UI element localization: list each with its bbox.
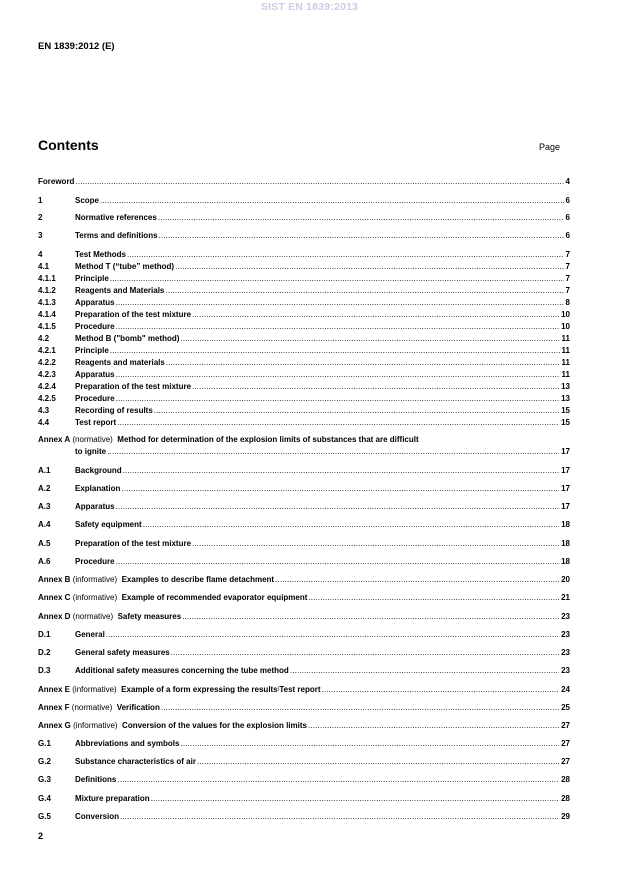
- toc-entry[interactable]: [38, 538, 570, 549]
- toc-entry-page: 15: [561, 418, 570, 427]
- toc-entry-page: 18: [561, 520, 570, 529]
- annex-classification: (normative): [72, 612, 114, 621]
- toc-entry-title: Apparatus: [75, 298, 115, 307]
- toc-entry[interactable]: [38, 417, 570, 428]
- toc-entry-title: Explanation: [75, 484, 121, 493]
- toc-entry-number: D.1: [38, 630, 51, 639]
- toc-entry-number: 4.4: [38, 418, 50, 427]
- toc-entry-title: Reagents and Materials: [75, 286, 165, 295]
- toc-entry-title: Apparatus: [75, 370, 115, 379]
- toc-entry-title: Method B ("bomb" method): [75, 334, 180, 343]
- toc-entry[interactable]: [38, 297, 570, 308]
- dot-leader: [158, 212, 564, 223]
- toc-entry-title: Test report: [75, 418, 117, 427]
- toc-entry-page: 28: [561, 775, 570, 784]
- toc-entry-page: 17: [561, 502, 570, 511]
- toc-entry-title: Conversion of the values for the explosion limits: [122, 721, 307, 730]
- toc-entry-page: 13: [561, 382, 570, 391]
- toc-entry[interactable]: [38, 261, 570, 272]
- dot-leader: [106, 629, 559, 640]
- toc-entry-number: G.3: [38, 775, 51, 784]
- toc-entry-title: Additional safety measures concerning the tube method: [75, 666, 289, 675]
- toc-entry[interactable]: [38, 665, 570, 676]
- toc-entry-title: Verification: [116, 703, 160, 712]
- dot-leader: [290, 665, 559, 676]
- toc-entry-number: G.4: [38, 794, 51, 803]
- toc-entry-page: 7: [565, 286, 570, 295]
- toc-entry-number: 4.1.1: [38, 274, 56, 283]
- toc-entry-number: A.5: [38, 539, 51, 548]
- toc-entry-page: 23: [561, 666, 570, 675]
- contents-heading: Contents: [38, 137, 99, 153]
- toc-entry-number: A.6: [38, 557, 51, 566]
- toc-entry[interactable]: [38, 273, 570, 284]
- toc-entry-number: 2: [38, 213, 43, 222]
- dot-leader: [123, 465, 559, 476]
- toc-entry-page: 24: [561, 685, 570, 694]
- toc-entry-title: Safety measures: [117, 612, 182, 621]
- dot-leader: [127, 249, 564, 260]
- toc-entry-title: Preparation of the test mixture: [75, 539, 192, 548]
- toc-entry[interactable]: [38, 738, 570, 749]
- dot-leader: [171, 647, 559, 658]
- toc-entry-number: 4.1.3: [38, 298, 56, 307]
- toc-entry-title: Reagents and materials: [75, 358, 165, 367]
- toc-entry-page: 4: [565, 177, 570, 186]
- dot-leader: [116, 369, 560, 380]
- toc-entry[interactable]: [38, 249, 570, 260]
- toc-entry-page: 11: [561, 370, 570, 379]
- toc-entry-title: Abbreviations and symbols: [75, 739, 180, 748]
- annex-label: Annex B: [38, 575, 71, 584]
- toc-entry-title-continued: to ignite: [75, 447, 107, 456]
- toc-entry-page: 21: [561, 593, 570, 602]
- toc-entry-page: 18: [561, 539, 570, 548]
- dot-leader: [154, 405, 559, 416]
- toc-entry[interactable]: [38, 405, 570, 416]
- toc-entry-page: 27: [561, 757, 570, 766]
- dot-leader: [151, 793, 559, 804]
- toc-entry[interactable]: [38, 519, 570, 530]
- toc-entry-title: Method T (“tube” method): [75, 262, 175, 271]
- dot-leader: [110, 345, 560, 356]
- dot-leader: [116, 556, 560, 567]
- toc-entry-annex-b[interactable]: [38, 574, 570, 585]
- page-number: 2: [38, 831, 44, 841]
- toc-entry[interactable]: [38, 230, 570, 241]
- toc-entry-page: 25: [561, 703, 570, 712]
- toc-entry-title: Method for determination of the explosion limits of substances that are difficult: [117, 435, 419, 444]
- toc-entry-page: 7: [565, 250, 570, 259]
- toc-entry-page: 6: [565, 231, 570, 240]
- dot-leader: [197, 756, 559, 767]
- toc-entry[interactable]: [38, 793, 570, 804]
- toc-entry[interactable]: [38, 811, 570, 822]
- annex-classification: (informative): [73, 721, 118, 730]
- toc-entry-page: 8: [565, 298, 570, 307]
- toc-entry-number: 4.1.2: [38, 286, 56, 295]
- toc-entry-page: 20: [561, 575, 570, 584]
- watermark: SIST EN 1839:2013: [260, 1, 359, 13]
- toc-entry-page: 28: [561, 794, 570, 803]
- toc-entry[interactable]: [38, 501, 570, 512]
- toc-entry-page: 6: [565, 213, 570, 222]
- toc-entry-title: Safety equipment: [75, 520, 142, 529]
- toc-entry-number: 4.2.4: [38, 382, 56, 391]
- toc-entry-title: Preparation of the test mixture: [75, 382, 192, 391]
- toc-entry-number: 1: [38, 196, 43, 205]
- toc-entry[interactable]: [38, 756, 570, 767]
- toc-entry-number: D.3: [38, 666, 51, 675]
- toc-entry-number: 4.2: [38, 334, 50, 343]
- dot-leader: [182, 611, 559, 622]
- annex-label: Annex F: [38, 703, 70, 712]
- toc-entry-number: 4.3: [38, 406, 50, 415]
- toc-entry[interactable]: [38, 465, 570, 476]
- toc-entry[interactable]: [38, 774, 570, 785]
- toc-entry-number: 3: [38, 231, 43, 240]
- toc-entry[interactable]: [38, 212, 570, 223]
- toc-entry-page: 7: [565, 262, 570, 271]
- toc-entry-title: Terms and definitions: [75, 231, 158, 240]
- dot-leader: [117, 417, 559, 428]
- dot-leader: [116, 321, 560, 332]
- dot-leader: [308, 720, 559, 731]
- toc-entry-page: 10: [561, 310, 570, 319]
- toc-entry-page: 10: [561, 322, 570, 331]
- toc-entry-page: 23: [561, 648, 570, 657]
- toc-entry-number: 4.2.1: [38, 346, 56, 355]
- toc-entry-title: Preparation of the test mixture: [75, 310, 192, 319]
- toc-entry-page: 7: [565, 274, 570, 283]
- toc-entry[interactable]: [38, 309, 570, 320]
- toc-entry[interactable]: [38, 647, 570, 658]
- toc-entry-number: G.1: [38, 739, 51, 748]
- toc-entry-title: Procedure: [75, 557, 115, 566]
- toc-entry-title: General safety measures: [75, 648, 170, 657]
- toc-entry-number: D.2: [38, 648, 51, 657]
- toc-entry-page: 17: [561, 466, 570, 475]
- toc-entry-annex-d[interactable]: [38, 611, 570, 622]
- toc-entry-title: Conversion: [75, 812, 120, 821]
- dot-leader: [107, 446, 559, 457]
- dot-leader: [117, 774, 559, 785]
- toc-entry-title: Substance characteristics of air: [75, 757, 196, 766]
- toc-entry-title: Procedure: [75, 322, 115, 331]
- toc-entry-page: 23: [561, 612, 570, 621]
- toc-entry-annex-a[interactable]: [38, 434, 570, 445]
- dot-leader: [192, 309, 559, 320]
- dot-leader: [308, 592, 559, 603]
- toc-entry[interactable]: [38, 381, 570, 392]
- toc-entry[interactable]: [38, 483, 570, 494]
- toc-entry-page: 15: [561, 406, 570, 415]
- toc-entry[interactable]: [38, 321, 570, 332]
- toc-entry[interactable]: [38, 333, 570, 344]
- toc-entry-page: 23: [561, 630, 570, 639]
- toc-entry-page: 18: [561, 557, 570, 566]
- toc-entry-title: General: [75, 630, 105, 639]
- toc-entry-page: 11: [561, 358, 570, 367]
- toc-entry-number: 4.1.5: [38, 322, 56, 331]
- toc-entry-number: A.3: [38, 502, 51, 511]
- toc-entry-page: 27: [561, 739, 570, 748]
- dot-leader: [322, 684, 560, 695]
- toc-entry[interactable]: [38, 393, 570, 404]
- toc-entry[interactable]: [38, 195, 570, 206]
- toc-entry-annex-c[interactable]: [38, 592, 570, 603]
- toc-entry-annex-a-continued[interactable]: [38, 446, 570, 457]
- dot-leader: [100, 195, 564, 206]
- toc-entry-title: Definitions: [75, 775, 117, 784]
- toc-entry-page: 17: [561, 447, 570, 456]
- footnote-marker: ): [277, 686, 280, 692]
- toc-entry-title: Procedure: [75, 394, 115, 403]
- toc-entry-page: 13: [561, 394, 570, 403]
- annex-label: Annex A: [38, 435, 71, 444]
- dot-leader: [166, 357, 560, 368]
- toc-entry-number: A.1: [38, 466, 51, 475]
- dot-leader: [116, 297, 564, 308]
- toc-entry-number: 4.1.4: [38, 310, 56, 319]
- toc-entry-title: Example of recommended evaporator equipment: [121, 593, 308, 602]
- dot-leader: [143, 519, 559, 530]
- annex-classification: (normative): [71, 703, 113, 712]
- dot-leader: [275, 574, 559, 585]
- toc-entry[interactable]: [38, 556, 570, 567]
- annex-label: Annex G: [38, 721, 71, 730]
- toc-entry-title: Foreword: [38, 177, 75, 186]
- toc-entry[interactable]: [38, 369, 570, 380]
- toc-entry-annex-g[interactable]: [38, 720, 570, 731]
- dot-leader: [192, 538, 559, 549]
- toc-entry[interactable]: [38, 285, 570, 296]
- dot-leader: [159, 230, 564, 241]
- toc-entry-title: Principle: [75, 346, 109, 355]
- toc-entry[interactable]: [38, 629, 570, 640]
- dot-leader: [192, 381, 559, 392]
- annex-classification: (informative): [72, 685, 117, 694]
- toc-entry-page: 11: [561, 346, 570, 355]
- toc-entry-number: 4.2.5: [38, 394, 56, 403]
- toc-entry[interactable]: [38, 357, 570, 368]
- annex-label: Annex E: [38, 685, 71, 694]
- dot-leader: [120, 811, 559, 822]
- annex-classification: (informative): [72, 593, 118, 602]
- dot-leader: [175, 261, 563, 272]
- toc-entry-title: Example of a form expressing the results: [121, 685, 278, 694]
- table-of-contents: [38, 0, 570, 877]
- toc-entry-page: 29: [561, 812, 570, 821]
- toc-entry-number: 4.2.2: [38, 358, 56, 367]
- toc-entry-title: Principle: [75, 274, 109, 283]
- annex-label: Annex C: [38, 593, 71, 602]
- toc-entry-page: 11: [561, 334, 570, 343]
- annex-label: Annex D: [38, 612, 71, 621]
- toc-entry-title: Test Methods: [75, 250, 126, 259]
- toc-entry-number: G.2: [38, 757, 51, 766]
- toc-entry-title: Background: [75, 466, 122, 475]
- toc-entry-page: 17: [561, 484, 570, 493]
- toc-entry-title: Mixture preparation: [75, 794, 150, 803]
- toc-entry[interactable]: [38, 345, 570, 356]
- document-id: EN 1839:2012 (E): [38, 41, 115, 52]
- dot-leader: [110, 273, 564, 284]
- annex-classification: (normative): [72, 435, 113, 444]
- toc-entry-foreword[interactable]: [38, 176, 570, 187]
- toc-entry-number: 4.2.3: [38, 370, 56, 379]
- dot-leader: [180, 333, 559, 344]
- annex-classification: (informative): [72, 575, 118, 584]
- dot-leader: [180, 738, 559, 749]
- toc-entry-title: Normative references: [75, 213, 157, 222]
- toc-entry-annex-f[interactable]: [38, 702, 570, 713]
- dot-leader: [116, 393, 560, 404]
- toc-entry-number: A.2: [38, 484, 51, 493]
- toc-entry-page: 27: [561, 721, 570, 730]
- toc-entry-title: Examples to describe flame detachment: [121, 575, 275, 584]
- toc-entry-title: Apparatus: [75, 502, 115, 511]
- toc-entry-number: A.4: [38, 520, 51, 529]
- page-column-heading: Page: [539, 142, 561, 152]
- toc-entry-title-suffix: Test report: [279, 685, 321, 694]
- toc-entry-number: G.5: [38, 812, 51, 821]
- toc-entry-annex-e[interactable]: [38, 684, 570, 695]
- dot-leader: [161, 702, 559, 713]
- dot-leader: [165, 285, 563, 296]
- toc-entry-title: Scope: [75, 196, 100, 205]
- dot-leader: [75, 176, 563, 187]
- dot-leader: [116, 501, 560, 512]
- toc-entry-title: Recording of results: [75, 406, 153, 415]
- toc-entry-page: 6: [565, 196, 570, 205]
- toc-entry-number: 4: [38, 250, 43, 259]
- dot-leader: [121, 483, 559, 494]
- toc-entry-number: 4.1: [38, 262, 50, 271]
